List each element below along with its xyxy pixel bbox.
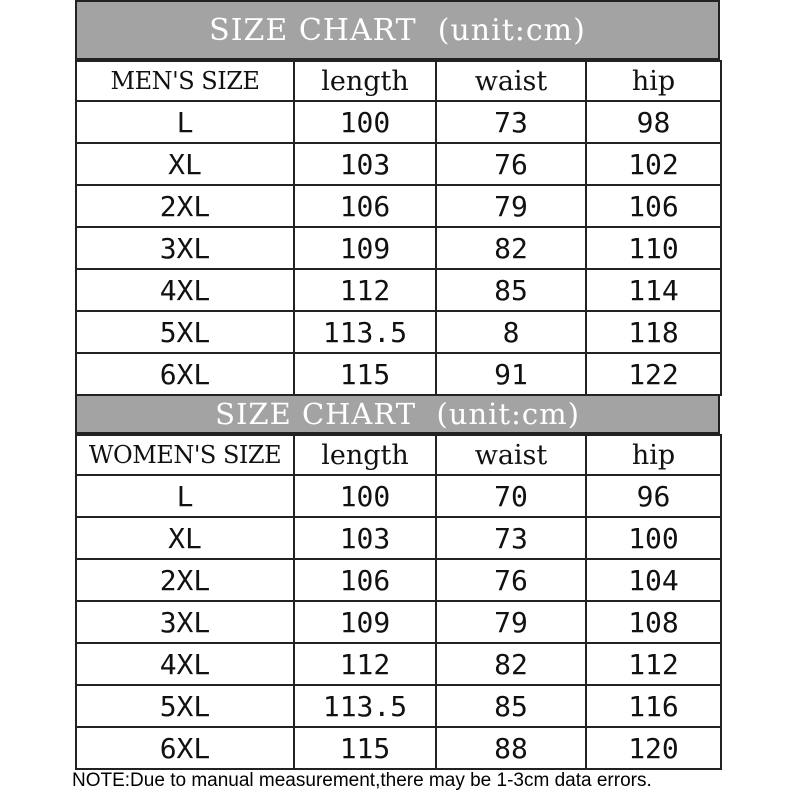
hip-cell: 100 — [586, 517, 721, 559]
women-size-header: WOMEN'S SIZE — [76, 435, 294, 475]
size-cell: L — [76, 101, 294, 143]
waist-cell: 76 — [436, 143, 586, 185]
men-size-chart-title: SIZE CHART (unit:cm) — [75, 0, 720, 60]
table-row — [76, 475, 721, 517]
size-cell: 6XL — [76, 353, 294, 395]
table-row — [76, 727, 721, 769]
table-row — [76, 227, 721, 269]
hip-cell: 114 — [586, 269, 721, 311]
length-cell: 112 — [294, 269, 436, 311]
waist-cell: 73 — [436, 101, 586, 143]
hip-cell: 112 — [586, 643, 721, 685]
size-cell: 3XL — [76, 227, 294, 269]
length-cell: 113.5 — [294, 685, 436, 727]
hip-cell: 106 — [586, 185, 721, 227]
waist-cell: 73 — [436, 517, 586, 559]
table-row — [76, 643, 721, 685]
size-cell: XL — [76, 143, 294, 185]
table-row — [76, 269, 721, 311]
size-cell: 4XL — [76, 643, 294, 685]
women-hip-header: hip — [586, 435, 721, 475]
size-cell: 2XL — [76, 185, 294, 227]
women-size-table — [75, 434, 722, 770]
waist-cell: 82 — [436, 227, 586, 269]
table-row — [76, 311, 721, 353]
size-cell: XL — [76, 517, 294, 559]
men-size-table — [75, 60, 722, 396]
women-waist-header: waist — [436, 435, 586, 475]
waist-cell: 70 — [436, 475, 586, 517]
table-row — [76, 143, 721, 185]
hip-cell: 104 — [586, 559, 721, 601]
waist-cell: 76 — [436, 559, 586, 601]
hip-cell: 122 — [586, 353, 721, 395]
waist-cell: 82 — [436, 643, 586, 685]
waist-cell: 8 — [436, 311, 586, 353]
men-size-header: MEN'S SIZE — [76, 61, 294, 101]
size-cell: 6XL — [76, 727, 294, 769]
men-header-row — [76, 61, 721, 101]
size-cell: 2XL — [76, 559, 294, 601]
length-cell: 106 — [294, 559, 436, 601]
waist-cell: 79 — [436, 185, 586, 227]
hip-cell: 120 — [586, 727, 721, 769]
table-row — [76, 353, 721, 395]
size-chart-document — [75, 0, 720, 770]
table-row — [76, 185, 721, 227]
table-row — [76, 101, 721, 143]
measurement-note: NOTE:Due to manual measurement,there may be 1-3cm data errors. — [72, 770, 652, 791]
length-cell: 103 — [294, 517, 436, 559]
size-cell: 3XL — [76, 601, 294, 643]
table-row — [76, 685, 721, 727]
women-length-header: length — [294, 435, 436, 475]
length-cell: 112 — [294, 643, 436, 685]
hip-cell: 110 — [586, 227, 721, 269]
women-header-row — [76, 435, 721, 475]
waist-cell: 91 — [436, 353, 586, 395]
hip-cell: 96 — [586, 475, 721, 517]
length-cell: 109 — [294, 601, 436, 643]
table-row — [76, 517, 721, 559]
table-row — [76, 559, 721, 601]
waist-cell: 85 — [436, 685, 586, 727]
men-waist-header: waist — [436, 61, 586, 101]
men-hip-header: hip — [586, 61, 721, 101]
men-length-header: length — [294, 61, 436, 101]
size-cell: 4XL — [76, 269, 294, 311]
hip-cell: 108 — [586, 601, 721, 643]
waist-cell: 88 — [436, 727, 586, 769]
table-row — [76, 601, 721, 643]
size-cell: 5XL — [76, 685, 294, 727]
women-size-chart-title: SIZE CHART (unit:cm) — [75, 396, 720, 434]
hip-cell: 116 — [586, 685, 721, 727]
length-cell: 103 — [294, 143, 436, 185]
hip-cell: 102 — [586, 143, 721, 185]
length-cell: 100 — [294, 475, 436, 517]
waist-cell: 85 — [436, 269, 586, 311]
length-cell: 106 — [294, 185, 436, 227]
hip-cell: 118 — [586, 311, 721, 353]
hip-cell: 98 — [586, 101, 721, 143]
length-cell: 100 — [294, 101, 436, 143]
size-cell: L — [76, 475, 294, 517]
length-cell: 109 — [294, 227, 436, 269]
length-cell: 115 — [294, 727, 436, 769]
waist-cell: 79 — [436, 601, 586, 643]
length-cell: 115 — [294, 353, 436, 395]
length-cell: 113.5 — [294, 311, 436, 353]
size-cell: 5XL — [76, 311, 294, 353]
